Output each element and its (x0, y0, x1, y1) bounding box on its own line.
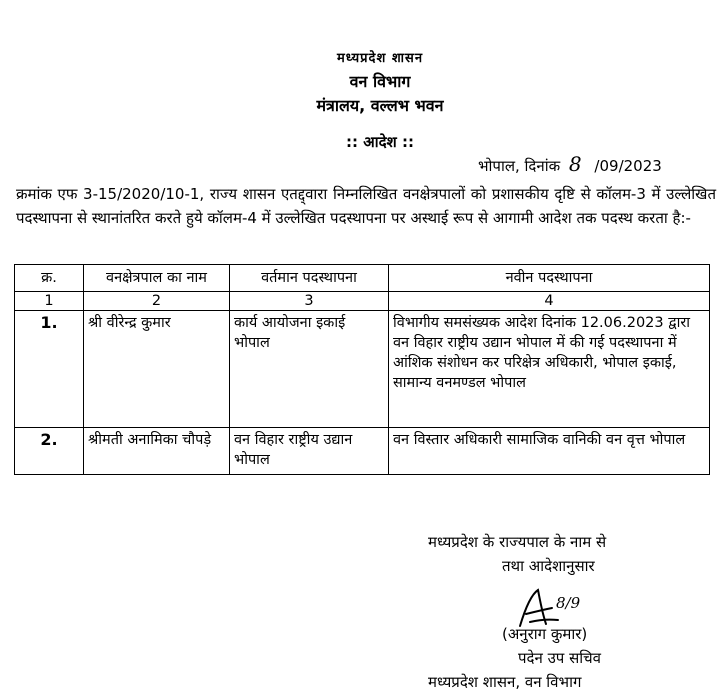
signatory-name: (अनुराग कुमार) (502, 625, 588, 643)
row-name: श्री वीरेन्द्र कुमार (84, 311, 230, 428)
header-ministry: मंत्रालय, वल्लभ भवन (316, 96, 444, 115)
column-number: 4 (389, 292, 710, 311)
header-new-posting: नवीन पदस्थापना (389, 265, 710, 292)
order-title: :: आदेश :: (346, 133, 414, 151)
column-number-row (15, 292, 710, 311)
signature-line-order: तथा आदेशानुसार (502, 557, 595, 575)
date-day: 8 (568, 152, 582, 176)
header-govt: मध्यप्रदेश शासन (336, 51, 424, 66)
signatory-designation: पदेन उप सचिव (518, 649, 601, 667)
order-paragraph: क्रमांक एफ 3-15/2020/10-1, राज्य शासन एतद्द्वारा निम्नलिखित वनक्षेत्रपालों को प्रशासकीय दृष्टि से कॉलम-3 में उल्लेखित पदस्थापना से स्थानांतरित करते हुये कॉलम-4 में उल्लेखित पदस्थापना पर अस्थाई रूप से आगामी आदेश तक पदस्थ करता है:- (16, 185, 716, 227)
signature-line-governor: मध्यप्रदेश के राज्यपाल के नाम से (428, 533, 607, 551)
header-name: वनक्षेत्रपाल का नाम (84, 265, 230, 292)
row-sno: 1. (15, 311, 84, 428)
date-prefix: भोपाल, दिनांक (478, 157, 561, 175)
column-number: 2 (84, 292, 230, 311)
row-new-posting: विभागीय समसंख्यक आदेश दिनांक 12.06.2023 द्वारा वन विहार राष्ट्रीय उद्यान भोपाल में की गई पदस्थापना में आंशिक संशोधन कर परिक्षेत्र अधिकारी, भोपाल इकाई, सामान्य वनमण्डल भोपाल (389, 311, 710, 428)
header-department: वन विभाग (349, 72, 411, 91)
row-new-posting: वन विस्तार अधिकारी सामाजिक वानिकी वन वृत्त भोपाल (389, 428, 710, 475)
header-sno: क्र. (15, 265, 84, 292)
date-suffix: /09/2023 (594, 157, 662, 175)
column-number: 3 (230, 292, 389, 311)
row-sno: 2. (15, 428, 84, 475)
table-row (15, 311, 710, 428)
transfer-table (14, 264, 710, 475)
signature-mark: 8/9 (556, 594, 581, 612)
signatory-department: मध्यप्रदेश शासन, वन विभाग (428, 673, 582, 691)
column-number: 1 (15, 292, 84, 311)
table-header-row (15, 265, 710, 292)
order-date (478, 152, 662, 176)
header-current-posting: वर्तमान पदस्थापना (230, 265, 389, 292)
row-name: श्रीमती अनामिका चौपड़े (84, 428, 230, 475)
row-current-posting: वन विहार राष्ट्रीय उद्यान भोपाल (230, 428, 389, 475)
row-current-posting: कार्य आयोजना इकाई भोपाल (230, 311, 389, 428)
table-row (15, 428, 710, 475)
